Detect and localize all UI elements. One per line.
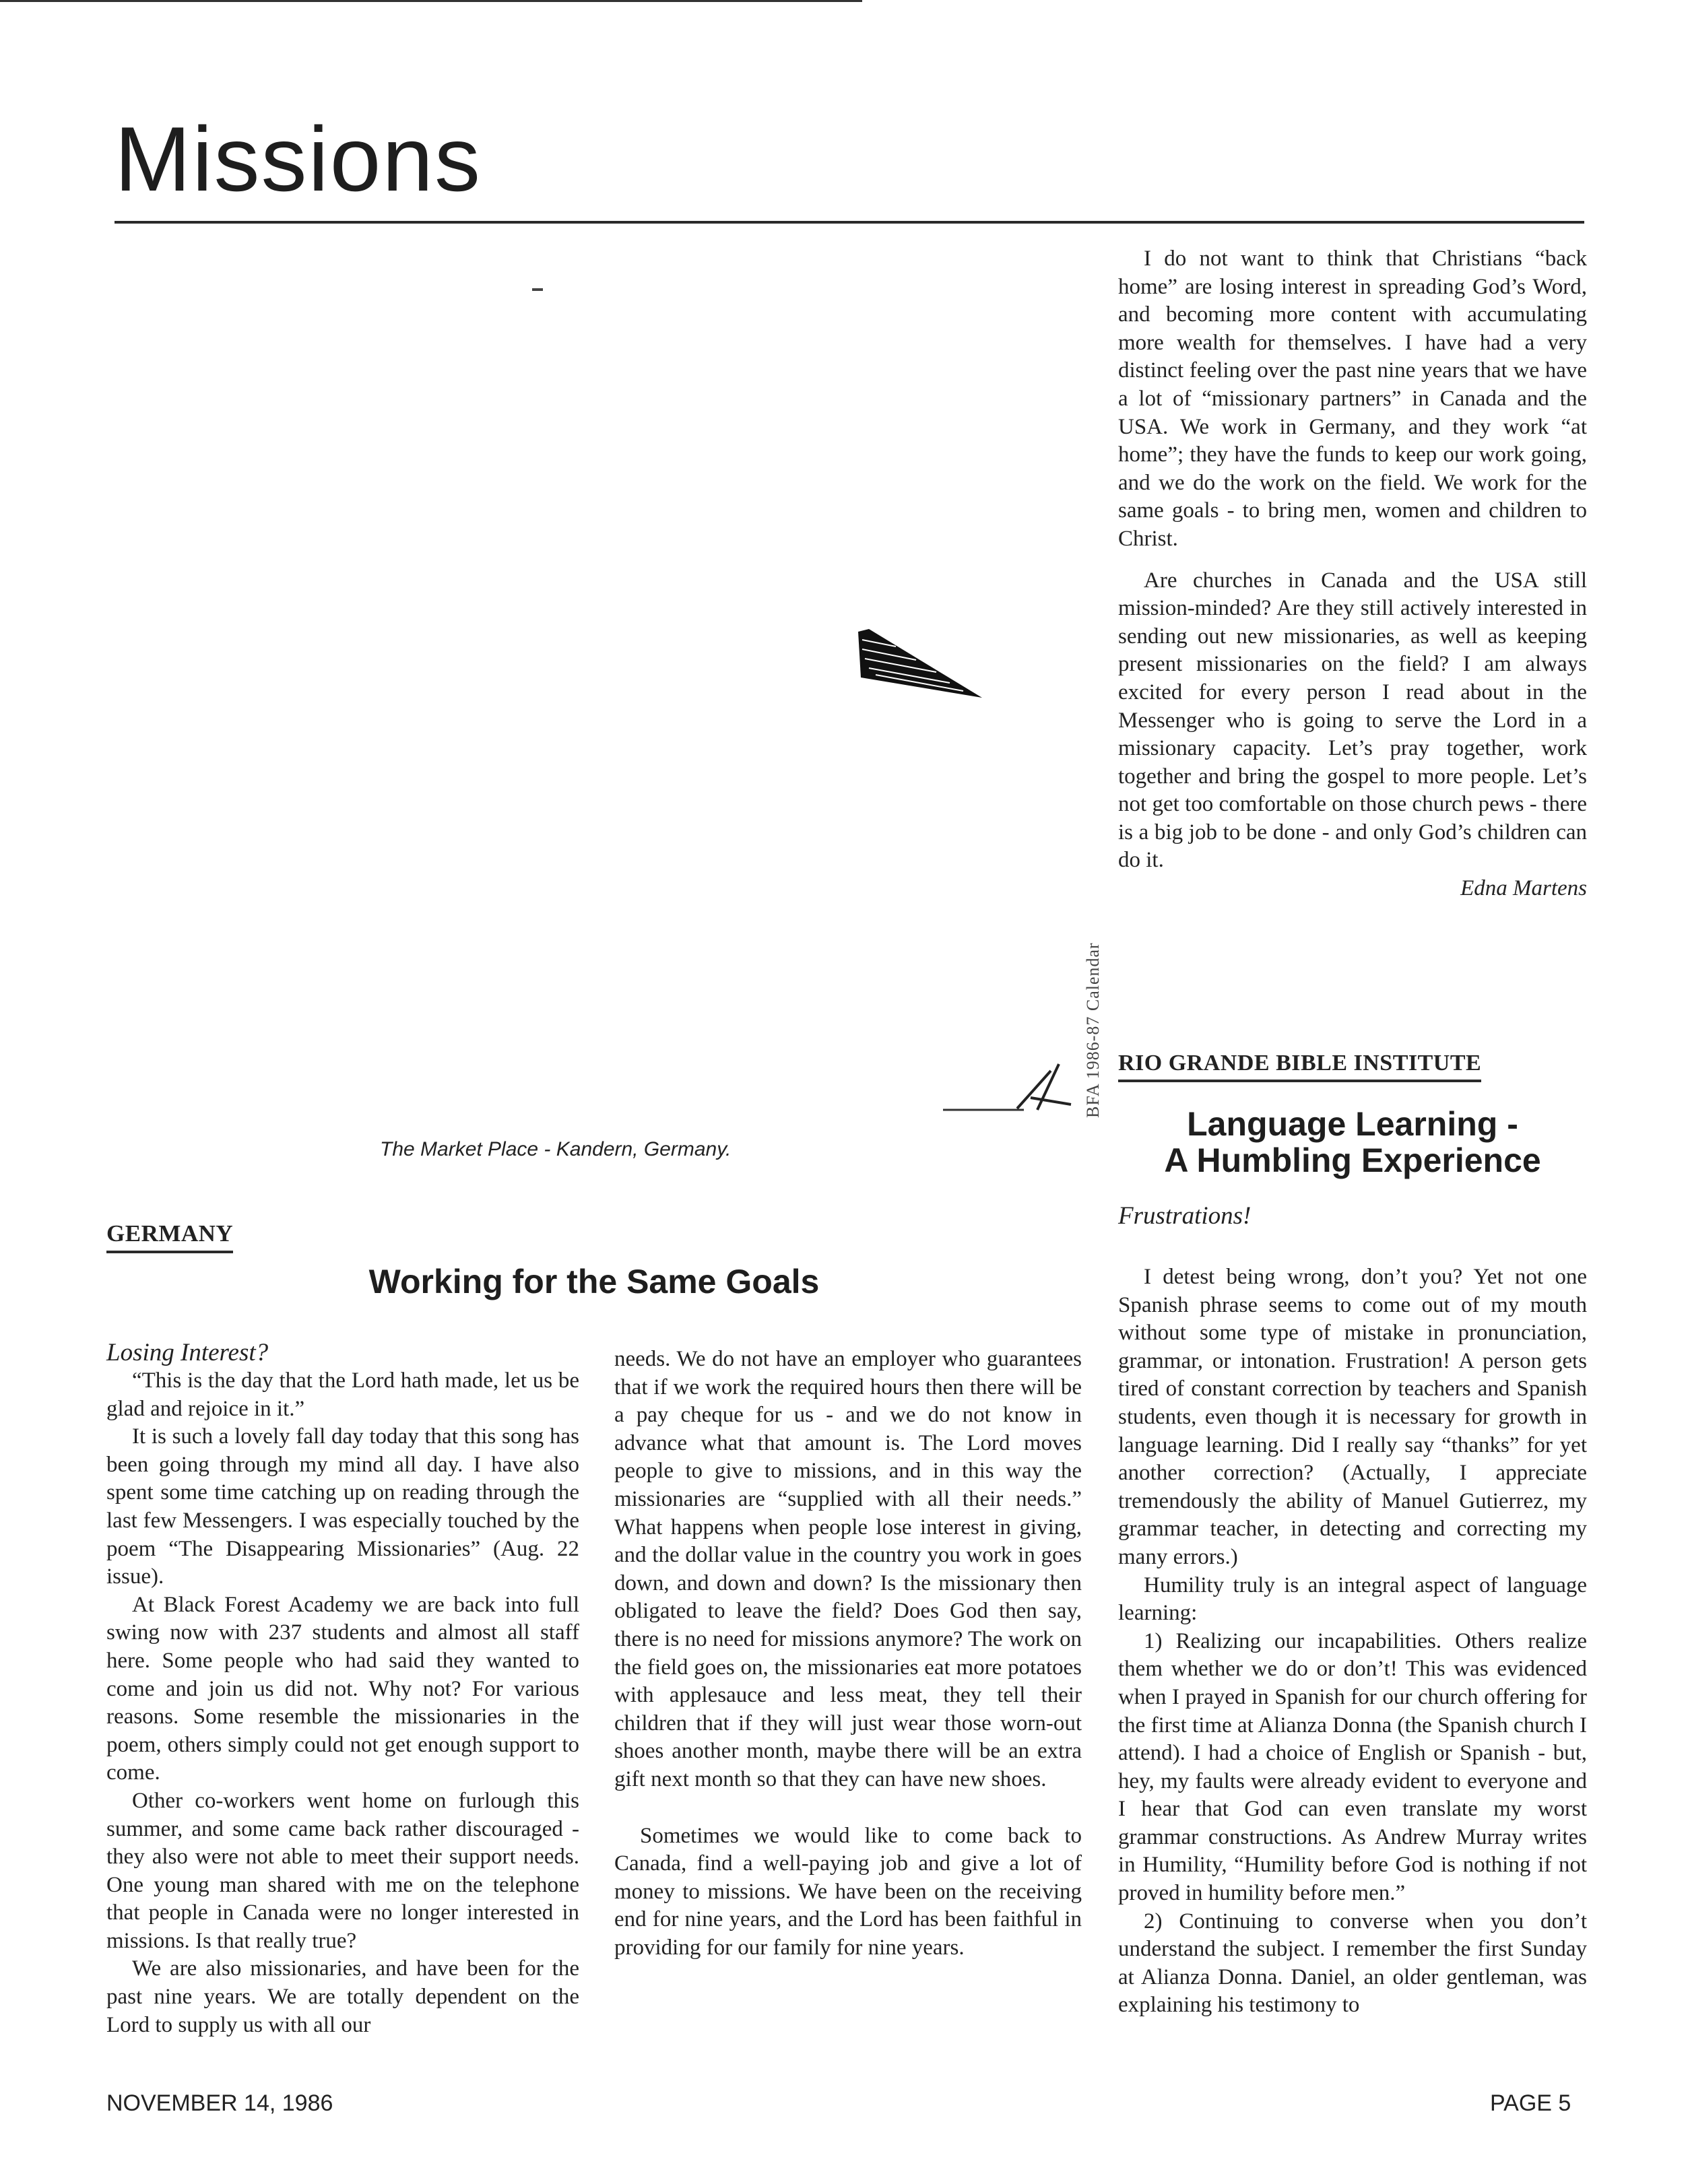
title-rule <box>115 221 1584 224</box>
paragraph: Other co-workers went home on furlough this summer, and some came back rather discouraged - they also were not able to meet their support needs. One young man shared with me on the telephone that people in Canada were no longer interested in missions. Is that really true? <box>106 1788 579 1953</box>
germany-section-header <box>106 1220 233 1247</box>
germany-column-1 <box>106 1339 579 2039</box>
photo-signature-mark <box>943 1051 1078 1118</box>
footer-date: NOVEMBER 14, 1986 <box>106 2090 333 2116</box>
germany-headline: Working for the Same Goals <box>368 1263 820 1300</box>
page-title: Missions <box>115 108 482 210</box>
rio-article-body <box>1118 1263 1587 2020</box>
scan-top-edge <box>0 0 862 2</box>
rio-headline <box>1118 1106 1587 1179</box>
germany-column-2 <box>614 1346 1082 1962</box>
footer-page-number: PAGE 5 <box>1490 2090 1571 2116</box>
photo-speck <box>532 288 543 291</box>
photo-caption: The Market Place - Kandern, Germany. <box>380 1138 732 1160</box>
paragraph: “This is the day that the Lord hath made, let us be glad and rejoice in it.” <box>106 1368 579 1421</box>
photo-credit: BFA 1986-87 Calendar <box>1083 942 1103 1118</box>
headline-line: A Humbling Experience <box>1164 1141 1541 1179</box>
paragraph: Are churches in Canada and the USA still mission-minded? Are they still actively interested in sending out new missionaries, as well as keeping present missionaries on the field? I am always excited for every person I read about in the Messenger who is going to serve the Lord in a missionary capacity. Let’s pray together, work together and bring the gospel to more people. Let’s not get too comfortable on those church pews - there is a big job to be done - and only God’s children can do it. <box>1118 568 1587 873</box>
rio-section-header <box>1118 1051 1481 1076</box>
section-label: RIO GRANDE BIBLE INSTITUTE <box>1118 1051 1481 1082</box>
paragraph: Sometimes we would like to come back to Canada, find a well-paying job and give a lot of money to missions. We have been on the receiving end for nine years, and the Lord has been faithful in providing for our family for nine years. <box>614 1823 1082 1960</box>
headline-line: Language Learning - <box>1187 1105 1518 1143</box>
author-signature: Edna Martens <box>1460 876 1587 901</box>
right-top-article <box>1118 245 1587 903</box>
paragraph: We are also missionaries, and have been for the past nine years. We are totally dependent on the Lord to supply us with all our <box>106 1956 579 2037</box>
paragraph: Humility truly is an integral aspect of language learning: <box>1118 1573 1587 1626</box>
paragraph: 2) Continuing to converse when you don’t understand the subject. I remember the first Sunday at Alianza Donna. Daniel, an older gentleman, was explaining his testimony to <box>1118 1909 1587 2018</box>
paragraph: At Black Forest Academy we are back into full swing now with 237 students and almost all staff here. Some people who had said they wanted to come and join us did not. Why not? For various reasons. Some resemble the missionaries in the poem, others simply could not get enough support to come. <box>106 1592 579 1785</box>
photo-fragment-roof <box>855 626 990 707</box>
section-label: GERMANY <box>106 1220 233 1253</box>
germany-kicker: Losing Interest? <box>106 1339 269 1366</box>
paragraph: I do not want to think that Christians “back home” are losing interest in spreading God’s Word, and becoming more content with accumulating more wealth for themselves. I have had a very distinct feeling over the past nine years that we have a lot of “missionary partners” in Canada and the USA. We work in Germany, and they work “at home”; they have the funds to keep our work going, and we do the work on the field. We work for the same goals - to bring men, women and children to Christ. <box>1118 246 1587 551</box>
paragraph: It is such a lovely fall day today that this song has been going through my mind all day. I have also spent some time catching up on reading through the last few Messengers. I was especially touched by the poem “The Disappearing Missionaries” (Aug. 22 issue). <box>106 1424 579 1589</box>
paragraph: I detest being wrong, don’t you? Yet not one Spanish phrase seems to come out of my mouth without some type of mistake in pronunciation, grammar, or intonation. Frustration! A person gets tired of constant correction by teachers and Spanish students, even though it is necessary for growth in language learning. Did I really say “thanks” for yet another correction? (Actually, I appreciate tremendously the ability of Manuel Gutierrez, my grammar teacher, in detecting and correcting my many errors.) <box>1118 1265 1587 1569</box>
paragraph: 1) Realizing our incapabilities. Others realize them whether we do or don’t! This was evidenced when I prayed in Spanish for our church offering for the first time at Alianza Donna (the Spanish church I attend). I had a choice of English or Spanish - but, hey, my faults were already evident to everyone and I hear that God can even translate my worst grammar constructions. As Andrew Murray writes in Humility, “Humility before God is nothing if not proved in humility before men.” <box>1118 1628 1587 1906</box>
rio-kicker: Frustrations! <box>1118 1202 1252 1230</box>
paragraph: needs. We do not have an employer who guarantees that if we work the required hours then there will be a pay cheque for us - and we do not know in advance what that amount is. The Lord moves people to give to missions, and in this way the missionaries are “supplied with all their needs.” What happens when people lose interest in giving, and the dollar value in the country you work in goes down, and down and down? Is the missionary then obligated to leave the field? Does God then say, there is no need for missions anymore? The work on the field goes on, the missionaries eat more potatoes with applesauce and less meat, they tell their children that if they will just wear those worn-out shoes another month, maybe there will be an extra gift next month so that they can have new shoes. <box>614 1347 1082 1791</box>
